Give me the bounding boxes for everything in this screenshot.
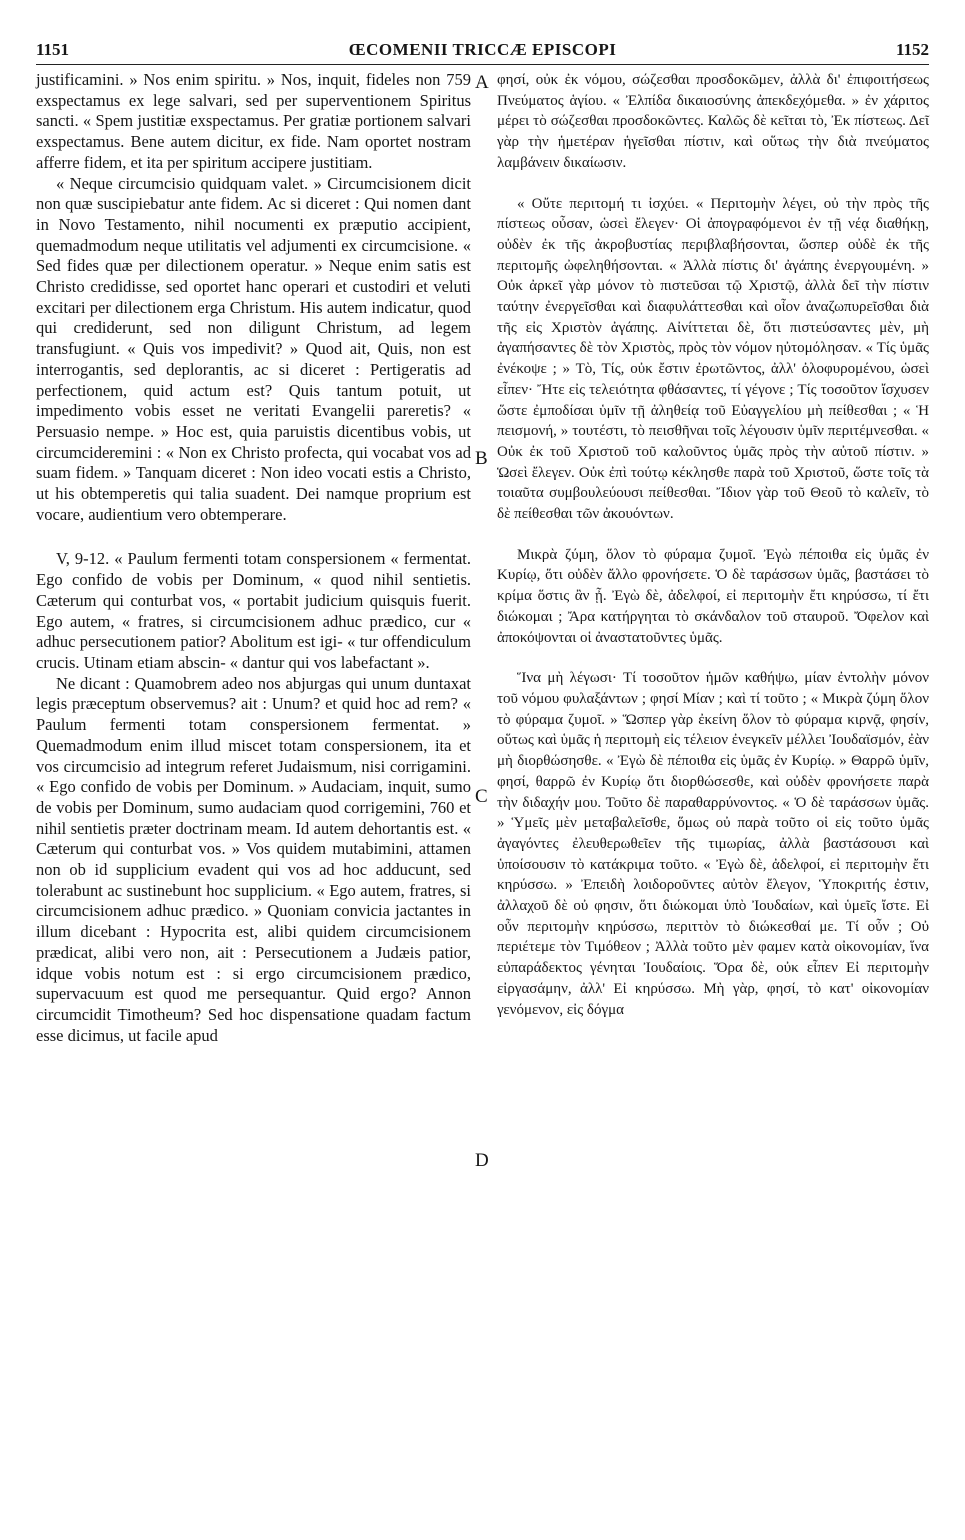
page-header bbox=[36, 40, 929, 66]
greek-paragraph: « Οὔτε περιτομή τι ἰσχύει. « Περιτομὴν λέγει, οὐ τὴν πρὸς τῆς πίστεως οὖσαν, ὡσεὶ ἔλεγεν· Οἱ ἀπογραφόμενοι ἐν τῇ νέᾳ διαθήκῃ, οὐδὲν ἐκ τῆς ἀκροβυστίας περιβλαβήσονται, ὥσπερ οὐδὲ ἐκ τῆς περιτομῆς ὠφεληθήσονται. « Ἀλλὰ πίστις δι' ἀγάπης ἐνεργουμένη. » Οὐκ ἀρκεῖ γὰρ μόνον τὸ πιστεῦσαι τῷ Χριστῷ, ἀλλὰ δεῖ τὴν πίστιν ταύτην ἐνεργεῖσθαι καὶ διαφυλάττεσθαι καὶ οἷον ἀναζωπυρεῖσθαι διὰ τῆς εἰς Χριστὸν ἀγάπης. Αἰνίττεται δὲ, ὅτι πιστεύσαντες μὲν, μὴ ἀγαπήσαντες δὲ τὸν Χριστὸς, πρὸς τὸν νόμον ηὐτομόλησαν. « Τίς ὑμᾶς ἐνέκοψε ; » Τὸ, Τίς, οὐκ ἔστιν ἐρωτῶντος, ἀλλ' ὀλοφυρομένου, ὡσεὶ εἶπεν· Ἤτε εἰς τελειότητα φθάσαντες, τί γέγονε ; Τίς τοσοῦτον ἴσχυσεν ὥστε ἐμποδίσαι ὑμῖν τῇ ἀληθείᾳ τοῦ Εὐαγγελίου μὴ πείθεσθαι ; « Ἡ πεισμονή, » τουτέστι, τὸ πεισθῆναι τοῖς λέγουσιν ὑμῖν περιτέμνεσθαι. « Οὐκ ἐκ τοῦ Χριστοῦ τοῦ καλοῦντος ὑμᾶς πρὸς τὴν αὐτοῦ πίστιν. » Ὡσεὶ ἔλεγεν. Οὐκ ἐπὶ τούτῳ κέκλησθε παρὰ τοῦ Χριστοῦ, ὥστε τοῖς τὰ τοιαῦτα συμβουλεύουσι πείθεσθαι. Ἴδιον γὰρ τοῦ Θεοῦ τὸ καλεῖν, τὸ δὲ πείθεσθαι τῶν ἀκουόντων. bbox=[497, 195, 929, 523]
latin-column bbox=[36, 70, 471, 1046]
greek-scripture-passage: Μικρὰ ζύμη, ὅλον τὸ φύραμα ζυμοῖ. Ἐγὼ πέποιθα εἰς ὑμᾶς ἐν Κυρίῳ, ὅτι οὐδὲν ἄλλο φρονήσετε. Ὁ δὲ ταράσσων ὑμᾶς, βαστάσει τὸ κρίμα ὅστις ἂν ᾖ. Ἐγὼ δὲ, ἀδελφοί, εἰ περιτομὴν ἔτι κηρύσσω, τί ἔτι διώκομαι ; Ἄρα κατήργηται τὸ σκάνδαλον τοῦ σταυροῦ. Ὄφελον καὶ ἀποκόψονται οἱ ἀναστατοῦντες ὑμᾶς. bbox=[497, 546, 929, 646]
margin-marker-a: A bbox=[475, 72, 489, 93]
header-rule bbox=[36, 64, 929, 65]
latin-paragraph: justificamini. » Nos enim spiritu. » Nos, inquit, fideles non 759 exspectamus ex lege salvari, sed per superventionem Spiritus sancti. « Spem justitiæ exspectamus. Per gratiæ portionem salvari exspectamus. Bene autem dicitur, ex fide. Nam oportet nostram afferre fidem, et ita per spiritum accipere justitiam. bbox=[36, 70, 471, 172]
greek-paragraph: φησί, οὐκ ἐκ νόμου, σώζεσθαι προσδοκῶμεν, ἀλλὰ δι' ἐπιφοιτήσεως Πνεύματος ἁγίου. « Ἐλπίδα δικαιοσύνης ἀπεκδεχόμεθα. » ἐν χάριτος μέρει τὸ σώζεσθαι προσδοκῶντες. Καλῶς δὲ κεῖται τὸ, Ἐκ πίστεως. Δεῖ γὰρ τὴν ἡμετέραν ἡγεῖσθαι πίστιν, καὶ οὕτως τὴν διὰ πνεύματος λαμβάνειν δικαίωσιν. bbox=[497, 72, 929, 171]
page-number-left: 1151 bbox=[36, 40, 70, 59]
latin-paragraph: Ne dicant : Quamobrem adeo nos abjurgas qui unum duntaxat legis præceptum observemus? ait : Unum? et quid hoc ad rem? « Paulum fermenti totam conspersionem fermentat. » Quemadmodum enim illud miscet totam conspersionem, ita et vos circumcisio ad integrum referet Judaismum, nisi corrigamini. « Ego confido de vobis per Dominum. » Audaciam, inquit, sumo de vobis per Dominum, sumo audaciam quod corrigemini, 760 et nihil sentietis præter doctrinam meam. Id autem dehortantis est. « Cæterum qui conturbat vos. » Vos quidem mutabimini, attamen non ob id supplicium evadent qui vos ad hoc adducunt, sed tolerabunt ac sustinebunt hoc supplicium. « Ego autem, fratres, si circumcisionem adhuc prædico. » Quoniam convicia jactantes in illum dicebant : Hypocrita est, alibi quidem circumcisionem prædicat, alibi vero non, ait : Persecutionem a Judæis patior, idque vobis notum est : si ergo circumcisionem prædico, supervacuum est quod me persequantur. Quid ergo? Annon circumcidit Timotheum? Sed hoc dispensatione quadam factum esse dicimus, ut facile apud bbox=[36, 673, 471, 1045]
margin-marker-b: B bbox=[475, 448, 488, 469]
latin-paragraph: « Neque circumcisio quidquam valet. » Circumcisionem dicit non quæ suscipiebatur ante fidem. Ac si diceret : Qui nomen dant in Novo Testamento, nihil nocumenti ex præputio accipient, quemadmodum neque utilitatis vel adjumenti ex circumcisione. « Sed fides quæ per dilectionem operatur. » Neque enim satis est Christo credidisse, sed oportet hanc operari et custodiri et veluti excitari per dilectionem erga Christum. His autem indicatur, quod qui crediderunt, sed non diligunt Christum, ad legem transfugiunt. « Quis vos impedivit? » Quod ait, Quis, non est interrogantis, sed deplorantis, ac si diceret : Pertigeratis ad perfectionem, quid actum est? Quis tantum potuit, ut impedimento vobis esset ne veritati Evangelii pareretis? « Persuasio nempe. » Hoc est, quia paruistis dicentibus vobis, ut circumcideremini : « Non ex Christo profecta, qui vocabat vos ad suam fidem. » Tanquam diceret : Non ideo vocati estis a Christo, ut his obtemperetis qui talia suadent. Dei namque proprium est vocare, audientium vero obtemperare. bbox=[36, 173, 471, 524]
margin-marker-d: D bbox=[475, 1150, 489, 1171]
greek-column bbox=[497, 70, 929, 1020]
running-title: ŒCOMENII TRICCÆ EPISCOPI bbox=[348, 40, 617, 59]
greek-paragraph: Ἵνα μὴ λέγωσι· Τί τοσοῦτον ἡμῶν καθήψω, μίαν ἐντολὴν μόνον τοῦ νόμου φυλαξάντων ; φησί Μίαν ; καὶ τί τοῦτο ; « Μικρὰ ζύμη ὅλον τὸ φύραμα ζυμοῖ. » Ὥσπερ γὰρ ἐκείνη ὅλον τὸ φύραμα κιρνᾷ, φησίν, οὕτως καὶ ὑμᾶς ἡ περιτομὴ εἰς τέλειον ἐνεγκεῖν μέλλει Ἰουδαϊσμόν, ἐὰν μὴ διορθώσησθε. « Ἐγὼ δὲ πέποιθα εἰς ὑμᾶς ἐν Κυρίῳ. » Θαρρῶ ὑμῖν, φησί, θαρρῶ ἐν Κυρίῳ ὅτι διορθώσεσθε, καὶ οὐδὲν φρονήσετε παρὰ τὴν διδαχήν μου. Τοῦτο δὲ παραθαρρύνοντος. « Ὁ δὲ ταράσσων ὑμᾶς. » Ὑμεῖς μὲν μεταβαλεῖσθε, ὅμως οὐ παρὰ τοῦτο οἱ εἰς τοῦτο ὑμᾶς ἀγαγόντες ἐλευθερωθεῖεν τῆς τιμωρίας, ἀλλὰ βαστάσουσι καὶ ὑποίσουσιν τὸ κατάκριμα τοῦτο. « Ἐγὼ δὲ, ἀδελφοί, εἰ περιτομὴν ἔτι κηρύσσω. » Ἐπειδὴ λοιδοροῦντες αὐτὸν ἔλεγον, Ὑποκριτής ἐστιν, ἀλλαχοῦ δὲ οὐ φησιν, ὅτι διώκομαι ὑπὸ Ἰουδαίων, καὶ ὑμεῖς ἴστε. Εἰ οὖν περιτομὴν κηρύσσω, περιττὸν τὸ διώκεσθαί με. Τί οὖν ; Οὐ περιέτεμε τὸν Τιμόθεον ; Ἀλλὰ τοῦτο μὲν φαμεν κατὰ οἰκονομίαν, ἵνα εὐπαράδεκτος γένηται Ἰουδαίοις. Ὅρα δὲ, οὐκ εἶπεν Εἰ περιτομὴν εἰργασάμην, ἀλλ' Εἰ κηρύσσω. Μὴ γὰρ, φησί, τὸ κατ' οἰκονομίαν γενόμενον, εἰς δόγμα bbox=[497, 670, 929, 1018]
latin-scripture-passage: V, 9-12. « Paulum fermenti totam conspersionem « fermentat. Ego confido de vobis per Dominum, « quod nihil sentietis. Cæterum qui conturbat vos, « portabit judicium quisquis fuerit. Ego autem, « fratres, si circumcisionem adhuc prædico, cur « adhuc persecutionem patior? Abolitum est igi- « tur offendiculum crucis. Utinam etiam abscin- « dantur qui vos labefactant ». bbox=[36, 549, 471, 672]
margin-marker-c: C bbox=[475, 786, 488, 807]
page-number-right: 1152 bbox=[895, 40, 929, 59]
